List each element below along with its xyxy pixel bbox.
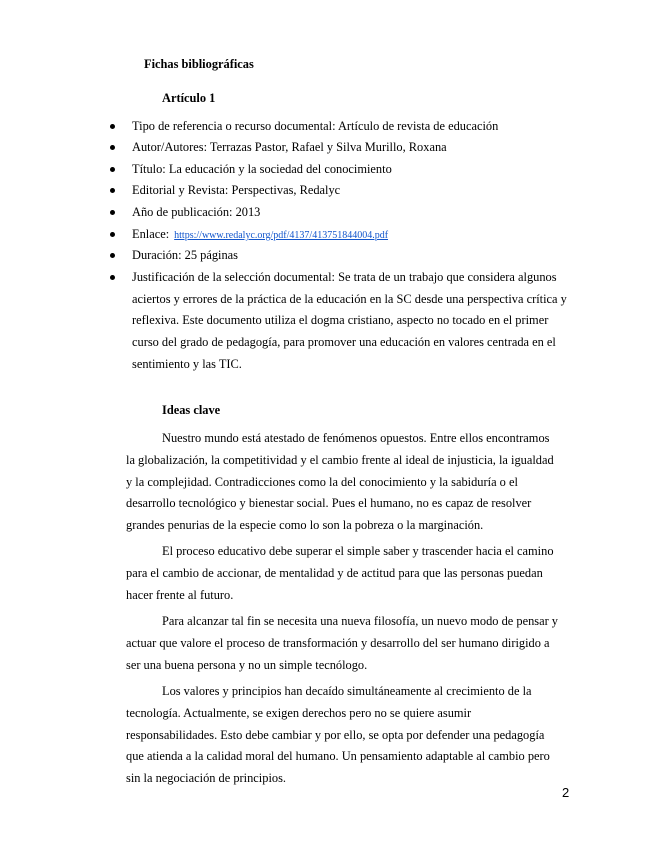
field-text: Duración: 25 páginas <box>132 248 238 262</box>
field-justification <box>132 267 572 376</box>
article-link[interactable]: https://www.redalyc.org/pdf/4137/413751844004.pdf <box>174 230 389 241</box>
field-authors <box>132 137 572 159</box>
ideas-title: Ideas clave <box>162 403 221 417</box>
field-text: Tipo de referencia o recurso documental: Artículo de revista de educación <box>132 119 499 133</box>
section-title: Fichas bibliográficas <box>144 57 254 71</box>
field-publisher <box>132 180 572 202</box>
bullet-icon <box>110 188 115 193</box>
bullet-icon <box>110 145 115 150</box>
bullet-icon <box>110 210 115 215</box>
paragraph-4: Los valores y principios han decaído simultáneamente al crecimiento de la tecnología. Actualmente, se exigen derechos pero no se quiere asumir responsabilidades. Esto debe cambiar y por ello, se opta por defender una pedagogía que atienda a la calidad moral del humano. Un pensamiento adaptable al cambio pero sin la negociación de principios. <box>126 684 550 786</box>
field-text: Título: La educación y la sociedad del conocimiento <box>132 162 392 176</box>
paragraph-1: Nuestro mundo está atestado de fenómenos opuestos. Entre ellos encontramos la globalización, la competitividad y el cambio frente al ideal de injusticia, la igualdad y la complejidad. Contradicciones como la del conocimiento y la sabiduría o el desarrollo tecnológico y bienestar social. Pues el humano, no es capaz de resolver grandes penurias de la especie como lo son la pobreza o la marginación. <box>126 431 554 533</box>
bullet-icon <box>110 275 115 280</box>
bullet-icon <box>110 167 115 172</box>
field-year <box>132 202 572 224</box>
field-text: Justificación de la selección documental: Se trata de un trabajo que considera algunos aciertos y errores de la práctica de la educación en la SC desde una perspectiva crítica y reflexiva. Este documento utiliza el dogma cristiano, aspecto no tocado en el primer curso del grado de pedagogía, para promover una educación en valores centrada en el sentimiento y las TIC. <box>132 270 567 371</box>
field-title <box>132 159 572 181</box>
field-duration <box>132 245 572 267</box>
paragraph-2: El proceso educativo debe superar el simple saber y trascender hacia el camino para el cambio de accionar, de mentalidad y de actitud para que las personas puedan hacer frente al futuro. <box>126 544 554 602</box>
bullet-icon <box>110 124 115 129</box>
field-link <box>132 224 572 247</box>
bullet-icon <box>110 253 115 258</box>
page-number: 2 <box>562 785 570 800</box>
paragraph-3: Para alcanzar tal fin se necesita una nueva filosofía, un nuevo modo de pensar y actuar que valore el proceso de transformación y desarrollo del ser humano dirigido a ser una buena persona y no un simple tecnólogo. <box>126 614 559 672</box>
article-title: Artículo 1 <box>162 91 216 105</box>
field-text: Editorial y Revista: Perspectivas, Redalyc <box>132 183 341 197</box>
field-text: Enlace: <box>132 227 170 241</box>
field-text: Año de publicación: 2013 <box>132 205 261 219</box>
bullet-icon <box>110 232 115 237</box>
field-text: Autor/Autores: Terrazas Pastor, Rafael y Silva Murillo, Roxana <box>132 140 447 154</box>
field-resource-type <box>132 116 572 138</box>
